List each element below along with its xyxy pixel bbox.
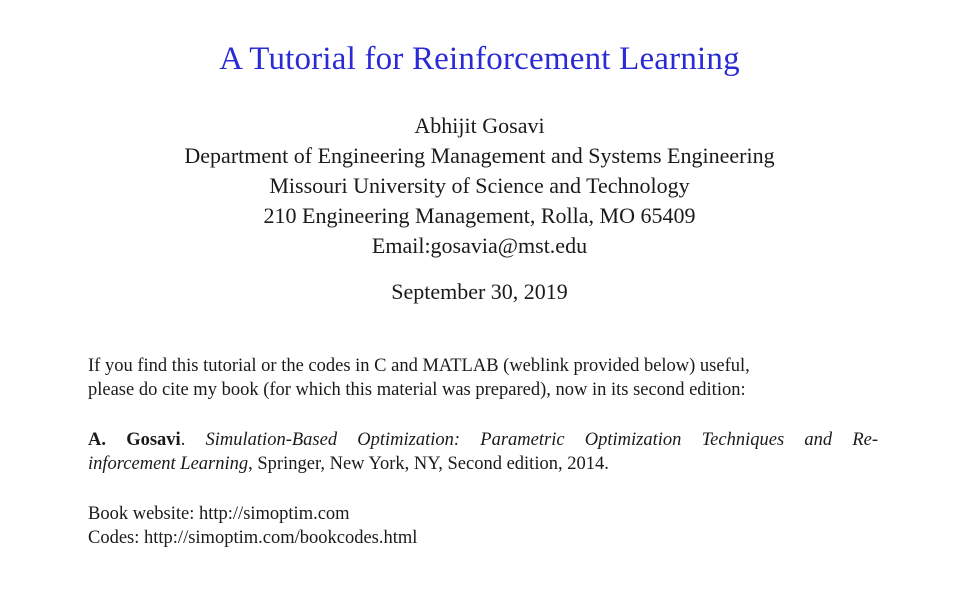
- affiliation-department: Department of Engineering Management and Systems Engineering: [184, 143, 775, 168]
- citation-line-2: [88, 452, 878, 476]
- author-block: [0, 111, 959, 261]
- links-paragraph: [88, 502, 878, 550]
- intro-line-1: If you find this tutorial or the codes in C and MATLAB (weblink provided below) useful,: [88, 356, 750, 376]
- affiliation-university: Missouri University of Science and Technology: [269, 173, 690, 198]
- paper-date: September 30, 2019: [391, 279, 568, 304]
- intro-line-2: please do cite my book (for which this material was prepared), now in its second edition:: [88, 380, 746, 400]
- paper-title: A Tutorial for Reinforcement Learning: [219, 41, 740, 77]
- citation-paragraph: [88, 428, 878, 476]
- affiliation-address: 210 Engineering Management, Rolla, MO 65409: [263, 203, 696, 228]
- author-email: Email:gosavia@mst.edu: [371, 233, 588, 258]
- citation-author: A. Gosavi: [88, 430, 181, 450]
- author-name: Abhijit Gosavi: [414, 113, 545, 138]
- citation-line-1: [88, 428, 878, 452]
- citation-publisher: , Springer, New York, NY, Second edition, 2014.: [248, 454, 609, 474]
- citation-separator: .: [180, 430, 206, 450]
- book-website-link[interactable]: Book website: http://simoptim.com: [88, 504, 350, 524]
- codes-link[interactable]: Codes: http://simoptim.com/bookcodes.html: [88, 528, 418, 548]
- citation-title-part-1: Simulation-Based Optimization: Parametric Optimization Techniques and Re-: [205, 430, 878, 450]
- intro-paragraph: [88, 354, 878, 402]
- citation-title-part-2: inforcement Learning: [88, 454, 249, 474]
